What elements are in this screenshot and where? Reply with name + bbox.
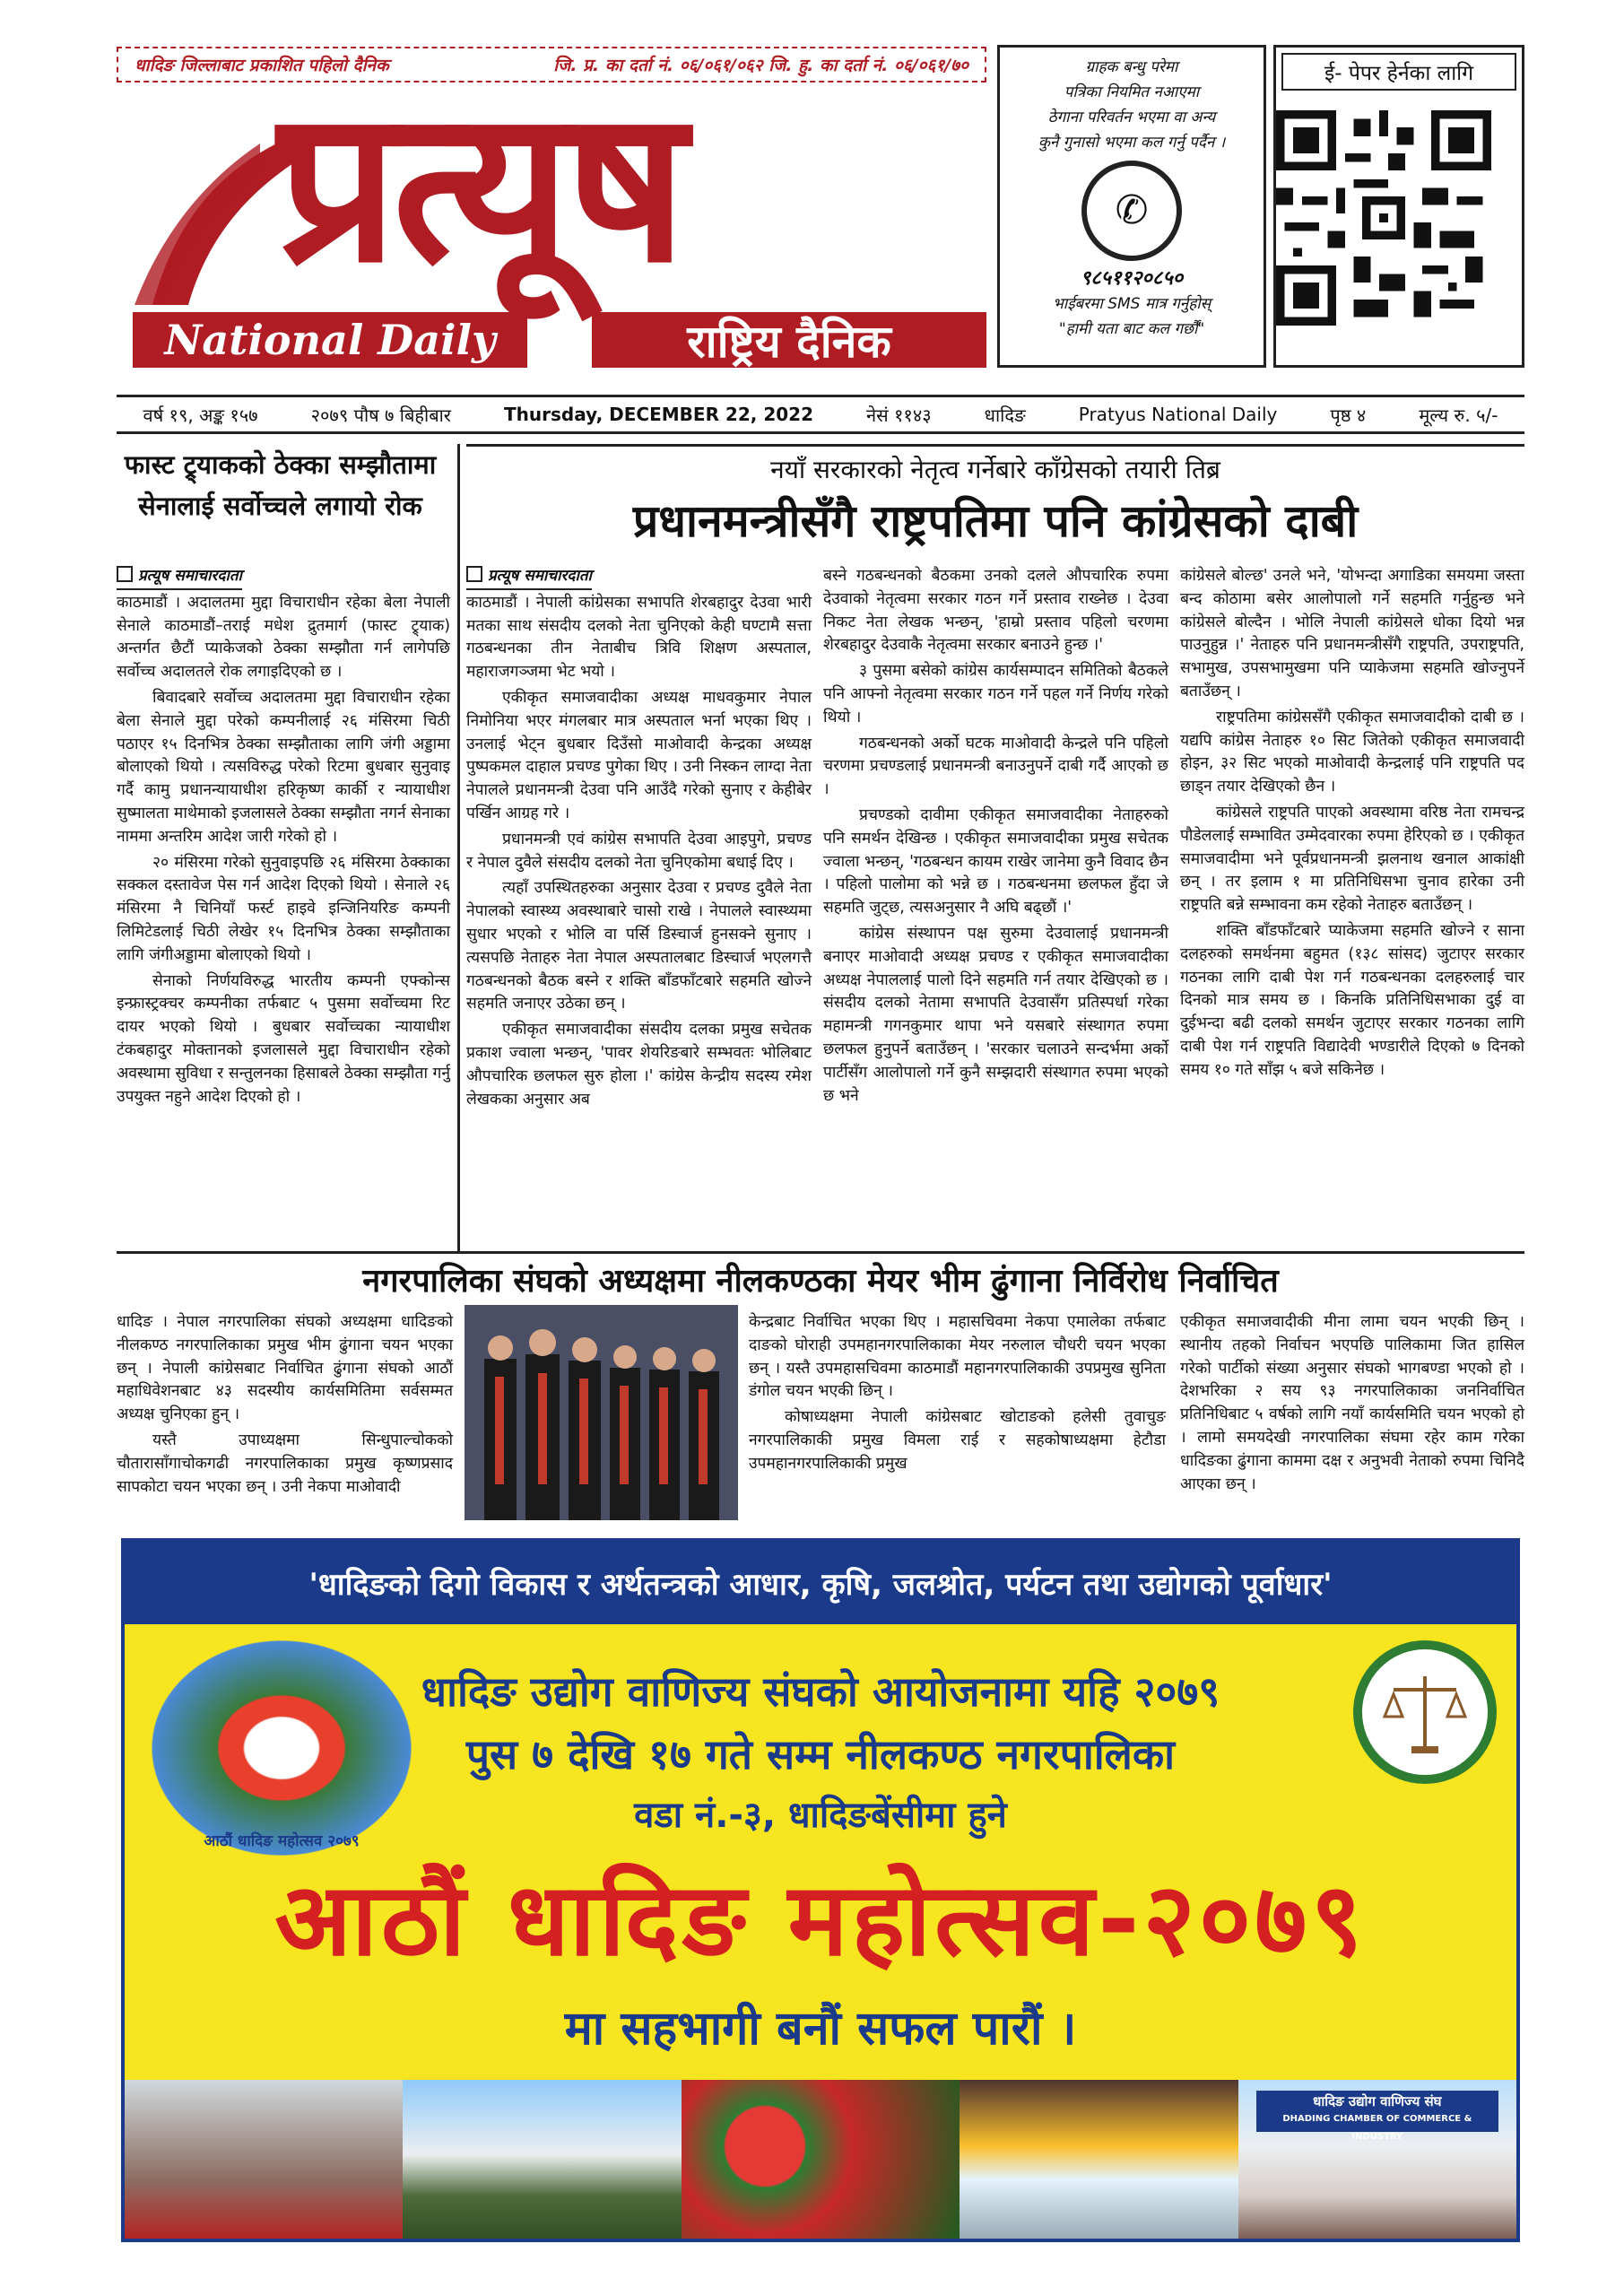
price: मूल्य रु. ५/- bbox=[1419, 404, 1498, 426]
paragraph: शक्ति बाँडफाँटबारे प्याकेजमा सहमति खोज्ने र साना दलहरुको समर्थनमा बहुमत (१३८ सांसद) जुटाएर सरकार गठनका लागि दाबी पेश गर्न गठबन्धनका दलहरुलाई चार दिनको मात्र समय छ । किनकि प्रतिनिधिसभाका दुई वा दुईभन्दा बढी दलको समर्थन जुटाएर सरकार गठनका लागि दाबी पेश गर्न राष्ट्रपति विद्यादेवी भण्डारीले दिएको ७ दिनको समय १० गते साँझ ५ बजे सकिनेछ । bbox=[1180, 921, 1524, 1079]
column-divider bbox=[457, 444, 460, 1251]
group-photo-figures bbox=[465, 1305, 738, 1520]
main-story-column-3 bbox=[1180, 565, 1524, 1085]
paragraph: एकीकृत समाजवादीकी मीना लामा चयन भएकी छिन् । स्थानीय तहको निर्वाचन भएपछि पालिकामा जित हासिल गरेको पार्टीको संख्या अनुसार संघको भागबण्डा भएको हो । देशभरिका २ सय ९३ नगरपालिकाका जननिर्वाचित प्रतिनिधिबाट ५ वर्षको लागि नयाँ कार्यसमिति चयन भएको हो । लामो समयदेखी नगरपालिका संघमा रहेर काम गरेका धादिङका ढुंगाना काममा दक्ष र अनुभवी नेताको रुपमा चिनिदै आएका छन् । bbox=[1180, 1313, 1524, 1493]
photo-rafting bbox=[960, 2080, 1238, 2242]
epaper-label: ई- पेपर हेर्नका लागि bbox=[1281, 53, 1516, 91]
byline: प्रत्यूष समाचारदाता bbox=[466, 565, 592, 590]
notice-line: पत्रिका नियमित नआएमा bbox=[1064, 83, 1200, 101]
paragraph: सेनाको निर्णयविरुद्ध भारतीय कम्पनी एफ्कोन्स इन्फ्रास्ट्रक्चर कम्पनीका तर्फबाट ५ पुसमा सर्वोच्चमा रिट दायर भएको थियो । बुधबार सर्वोच्चका न्यायाधीश टंकबहादुर मोक्तानको इजलासले मुद्दा विचाराधीन रहेको अवस्थामा सुविधा र सन्तुलनका हिसाबले ठेक्का सम्झौता गर्नु उपयुक्त नहुने आदेश दिएको हो । bbox=[117, 971, 450, 1106]
left-story-headline: फास्ट ट्र्याकको ठेक्का सम्झौतामा सेनालाई सर्वोच्चले लगायो रोक bbox=[124, 449, 437, 521]
notice-line: ठेगाना परिवर्तन भएमा वा अन्य bbox=[1047, 109, 1216, 126]
paragraph: कांग्रेसले राष्ट्रपति पाएको अवस्थामा वरिष्ठ नेता रामचन्द्र पौडेललाई सम्भावित उम्मेदवारका रुपमा हेरिएको छ । एकीकृत समाजवादीमा भने पूर्वप्रधानमन्त्री झलनाथ खनाल आकांक्षी छन् । तर इलाम १ मा प्रतिनिधिसभा चुनाव हारेका उनी राष्ट्रपति बन्ने सम्भावना कम रहेको नेताहरु बताउँछन् । bbox=[1180, 803, 1524, 915]
notice-phone: ९८५११२०८५० bbox=[1080, 267, 1184, 290]
paragraph: कांग्रेस संस्थापन पक्ष सुरुमा देउवालाई प्रधानमन्त्री बनाएर माओवादी अध्यक्ष प्रचण्ड र एकीकृत समाजवादीका अध्यक्ष नेपाललाई पालो दिने सहमति गर्न तयार देखिएको छ । संसदीय दलको नेतामा सभापति देउवासँग प्रतिस्पर्धा गरेका महामन्त्री गगनकुमार थापा भने यसबारे संस्थागत रुपमा छलफल हुनुपर्ने बताउँछन् । 'सरकार चलाउने सन्दर्भमा अर्को पार्टीसँग आलोपालो गर्ने कुनै सम्झदारी संस्थागत रुपमा भएको छ भने bbox=[823, 924, 1168, 1105]
date-english: Thursday, DECEMBER 22, 2022 bbox=[504, 404, 813, 425]
notice-sms: भाईबरमा SMS मात्र गर्नुहोस् bbox=[1052, 295, 1211, 313]
photo-chamber-building bbox=[1238, 2080, 1516, 2242]
paragraph: एकीकृत समाजवादीका संसदीय दलका प्रमुख सचेतक प्रकाश ज्वाला भन्छन्, 'पावर शेयरिङबारे सम्भवतः भोलिबाट औपचारिक छलफल सुरु होला ।' कांग्रेस केन्द्रीय सदस्य रमेश लेखकका अनुसार अब bbox=[466, 1021, 812, 1109]
photo-mountains bbox=[403, 2080, 681, 2242]
paragraph: कोषाध्यक्षमा नेपाली कांग्रेसबाट खोटाङको हलेसी तुवाचुङ नगरपालिकाकी प्रमुख विमला राई र सहकोषाध्यक्षमा हेटौडा उपमहानगरपालिकाकी प्रमुख bbox=[749, 1408, 1166, 1473]
ad-slogan: 'धादिङको दिगो विकास र अर्थतन्त्रको आधार, कृषि, जलश्रोत, पर्यटन तथा उद्योगको पूर्वाधार' bbox=[125, 1542, 1516, 1624]
nepal-sambat: नेसं ११४३ bbox=[866, 404, 932, 426]
topbar-left-text: धादिङ जिल्लाबाट प्रकाशित पहिलो दैनिक bbox=[135, 56, 389, 75]
paragraph: प्रधानमन्त्री एवं कांग्रेस सभापति देउवा आइपुगे, प्रचण्ड र नेपाल दुवैले संसदीय दलको नेता चुनिएकोमा बधाई दिए । bbox=[466, 830, 812, 872]
paragraph: एकीकृत समाजवादीका अध्यक्ष माधवकुमार नेपाल निमोनिया भएर मंगलबार मात्र अस्पताल भर्ना भएका थिए । उनलाई भेट्न बुधबार दिउँसो माओवादी केन्द्रका अध्यक्ष पुष्पकमल दाहाल प्रचण्ड पुगेका थिए । उनी निस्कन लाग्दा नेता नेपालले प्रधानमन्त्री देउवा पनि आउँदै गरेको सुनाए र केहीबेर पर्खिन आग्रह गरे । bbox=[466, 688, 812, 822]
officials-group-photo bbox=[465, 1305, 738, 1520]
photo-tomatoes bbox=[682, 2080, 960, 2242]
viber-phone-icon: ✆ bbox=[1081, 161, 1182, 261]
second-story-column-3 bbox=[1180, 1311, 1524, 1499]
paragraph: बस्ने गठबन्धनको बैठकमा उनको दलले औपचारिक रुपमा देउवाको नेतृत्वमा सरकार गठन गर्ने प्रस्ताव राख्नेछ । देउवा निकट नेता लेखक भन्छन्, 'हाम्रो प्रस्ताव पहिलो चरणमा शेरबहादुर देउवाकै नेतृत्वमा सरकार बनाउने हुन्छ ।' bbox=[823, 567, 1168, 655]
main-story-column-1 bbox=[466, 565, 812, 1114]
notice-line: कुनै गुनासो भएमा कल गर्नु पर्दैन । bbox=[1038, 134, 1226, 152]
paragraph: कांग्रेसले बोल्छ' उनले भने, 'योभन्दा अगाडिका समयमा जस्ता बन्द कोठामा बसेर आलोपालो गर्ने सहमति गर्नुहुन्छ भने कांग्रेसले बोल्दैन । भोलि नेपाली कांग्रेसले धोका दियो भन्न पाउनुहुन्न ।' नेताहरु पनि प्रधानमन्त्रीसँगै राष्ट्रपति, उपराष्ट्रपति, सभामुख, उपसभामुखमा पनि प्याकेजमा सहमति खोज्नुपर्ने बताउँछन् । bbox=[1180, 567, 1524, 700]
section-divider bbox=[117, 1251, 1524, 1254]
second-story-headline: नगरपालिका संघको अध्यक्षमा नीलकण्ठका मेयर भीम ढुंगाना निर्विरोध निर्वाचित bbox=[362, 1263, 1279, 1300]
page-count: पृष्ठ ४ bbox=[1330, 404, 1367, 426]
qr-code-icon[interactable] bbox=[1276, 110, 1491, 326]
seal-text: आठौं धादिङ महोत्सव २०७९ bbox=[204, 1832, 360, 1850]
paragraph: प्रचण्डको दावीमा एकीकृत समाजवादीका नेताहरुको पनि समर्थन देखिन्छ । एकीकृत समाजवादीका प्रमुख सचेतक ज्वाला भन्छन्, 'गठबन्धन कायम राखेर जानेमा कुनै विवाद छैन । पहिलो पालोमा को भन्ने छ । गठबन्धनमा छलफल हुँदा जे सहमति जुट्छ, त्यसअनुसार नै अघि बढ्छौं ।' bbox=[823, 805, 1168, 918]
paragraph: केन्द्रबाट निर्वाचित भएका थिए । महासचिवमा नेकपा एमालेका तर्फबाट दाङको घोराही उपमहानगरपालिकाका मेयर नरुलाल चौधरी चयन भएका छन् । यस्तै उपमहासचिवमा काठमाडौं महानगरपालिकाकी उपप्रमुख सुनिता डंगोल चयन भएकी छिन् । bbox=[749, 1313, 1166, 1401]
ad-festival-title: आठौं धादिङ महोत्सव-२०७९ bbox=[274, 1862, 1367, 1979]
subscriber-notice bbox=[997, 45, 1266, 368]
logo-english-name: National Daily bbox=[133, 312, 527, 368]
dhading-festival-advertisement bbox=[121, 1538, 1520, 2242]
topbar-right-text: जि. प्र. का दर्ता नं. ०६/०६१/०६२ जि. हु. का दर्ता नं. ०६/०६१/७० bbox=[553, 56, 968, 75]
building-sign-nepali: धादिङ उद्योग वाणिज्य संघ bbox=[1313, 2093, 1442, 2109]
notice-line: ग्राहक बन्धु परेमा bbox=[1085, 58, 1178, 76]
date-nepali: २०७९ पौष ७ बिहीबार bbox=[310, 404, 451, 426]
paragraph: यस्तै उपाध्यक्षमा सिन्धुपाल्चोकको चौतारासाँगाचोकगढी नगरपालिकाका प्रमुख कृष्णप्रसाद सापकोटा चयन भएका छन् । उनी नेकपा माओवादी bbox=[117, 1431, 453, 1496]
dateline-bar bbox=[117, 395, 1524, 434]
ad-call-to-action: मा सहभागी बनौं सफल पारौं । bbox=[564, 2002, 1077, 2056]
paragraph: राष्ट्रपतिमा कांग्रेससँगै एकीकृत समाजवादीको दाबी छ । यद्यपि कांग्रेस नेताहरु १० सिट जितेको एकीकृत समाजवादी होइन, ३२ सिट भएको माओवादी केन्द्रलाई पनि राष्ट्रपति पद छाड्न तयार देखिएको छैन । bbox=[1180, 708, 1524, 796]
place: धादिङ bbox=[984, 404, 1026, 426]
ad-date-line: पुस ७ देखि १७ गते सम्म नीलकण्ठ नगरपालिका bbox=[465, 1730, 1176, 1779]
epaper-box bbox=[1273, 45, 1524, 368]
paragraph: काठमाडौं । अदालतमा मुद्दा विचाराधीन रहेका बेला नेपाली सेनाले काठमाडौं–तराई मधेश द्रुतमार्ग (फास्ट ट्र्याक) अन्तर्गत छैटौं प्याकेजको ठेक्का सम्झौता गर्न लागेपछि सर्वोच्च अदालतले रोक लगाइदिएको छ । bbox=[117, 593, 450, 682]
paragraph: काठमाडौं । नेपाली कांग्रेसका सभापति शेरबहादुर देउवा भारी मतका साथ संसदीय दलको नेता चुनिएको केही घण्टामै सत्ता गठबन्धनका तीन नेताबीच त्रिवि शिक्षण अस्पताल, महाराजगञ्जमा भेट भयो । bbox=[466, 593, 812, 682]
building-sign-english: DHADING CHAMBER OF COMMERCE & INDUSTRY bbox=[1282, 2114, 1472, 2142]
logo-title: प्रत्यूष bbox=[278, 62, 682, 309]
ad-photo-strip bbox=[125, 2080, 1516, 2242]
building-sign bbox=[1256, 2091, 1498, 2142]
issue-number: वर्ष १९, अङ्क १५७ bbox=[143, 404, 258, 426]
paragraph: गठबन्धनको अर्को घटक माओवादी केन्द्रले पनि पहिलो चरणमा प्रचण्डलाई प्रधानमन्त्री बनाउनुपर्ने दाबी गर्दै आएको छ । bbox=[823, 734, 1168, 799]
paragraph: धादिङ । नेपाल नगरपालिका संघको अध्यक्षमा धादिङको नीलकण्ठ नगरपालिकाका प्रमुख भीम ढुंगाना चयन भएका छन् । नेपाली कांग्रेसबाट निर्वाचित ढुंगाना संघको आठौं महाधिवेशनबाट ४३ सदस्यीय कार्यसमितिमा सर्वसम्मत अध्यक्ष चुनिएका हुन् । bbox=[117, 1313, 453, 1424]
logo-nepali-name: राष्ट्रिय दैनिक bbox=[592, 312, 986, 368]
notice-quote: "हामी यता बाट कल गर्छौं" bbox=[1058, 320, 1205, 338]
ad-venue-line: वडा नं.-३, धादिङबेंसीमा हुने bbox=[634, 1795, 1007, 1836]
main-story-column-2 bbox=[823, 565, 1168, 1110]
main-story-kicker: नयाँ सरकारको नेतृत्व गर्नेबारे काँग्रेसको तयारी तिब्र bbox=[466, 444, 1524, 486]
paragraph: ३ पुसमा बसेको कांग्रेस कार्यसम्पादन समितिको बैठकले पनि आफ्नो नेतृत्वमा सरकार गठन गर्ने पहल गर्ने निर्णय गरेको थियो । bbox=[823, 662, 1168, 726]
paragraph: २० मंसिरमा गरेको सुनुवाइपछि २६ मंसिरमा ठेक्काका सक्कल दस्तावेज पेस गर्न आदेश दिएको थियो । सेनाले २६ मंसिरमा नै चिनियाँ फर्स्ट हाइवे इन्जिनियरिङ कम्पनी लिमिटेडलाई चिठी लेखेर १५ दिनभित्र ठेक्का सम्झौताका लागि जंगीअड्डामा बोलाएको थियो । bbox=[117, 853, 450, 964]
second-story-column-1 bbox=[117, 1311, 453, 1501]
second-story-column-2 bbox=[749, 1311, 1166, 1479]
ad-organizer-line: धादिङ उद्योग वाणिज्य संघको आयोजनामा यहि २०७९ bbox=[421, 1667, 1220, 1716]
byline: प्रत्यूष समाचारदाता bbox=[117, 565, 242, 590]
photo-crowd bbox=[125, 2080, 403, 2242]
paper-name: Pratyus National Daily bbox=[1078, 404, 1278, 425]
paragraph: बिवादबारे सर्वोच्च अदालतमा मुद्दा विचाराधीन रहेका बेला सेनाले मुद्दा परेको कम्पनीलाई २६ मंसिरमा चिठी पठाएर १५ दिनभित्र ठेक्का सम्झौताका लागि जंगी अड्डामा बोलाएको थियो । त्यसविरुद्ध परेको रिटमा बुधबार सुनुवाइ गर्दै कामु प्रधानन्यायाधीश हरिकृष्ण कार्की र न्यायाधीश सुष्मालता माथेमाको इजलासले ठेक्का सम्झौता नगर्न सेनाका नाममा अन्तरिम आदेश जारी गरेको हो । bbox=[117, 688, 450, 846]
left-story-body bbox=[117, 565, 450, 1111]
main-story-headline: प्रधानमन्त्रीसँगै राष्ट्रपतिमा पनि कांग्रेसको दाबी bbox=[632, 495, 1359, 547]
paragraph: त्यहाँ उपस्थितहरुका अनुसार देउवा र प्रचण्ड दुवैले नेता नेपालको स्वास्थ्य अवस्थाबारे चासो राखे । नेपालले स्वास्थ्यमा सुधार भएको र भोलि वा पर्सि डिस्चार्ज हुनसक्ने सुनाए । त्यसपछि नेताहरु नेता नेपाल अस्पतालबाट डिस्चार्ज भएलगत्तै गठबन्धनको बैठक बस्ने र शक्ति बाँडफाँटबारे सहमति खोज्ने सहमति जनाएर उठेका छन् । bbox=[466, 879, 812, 1013]
